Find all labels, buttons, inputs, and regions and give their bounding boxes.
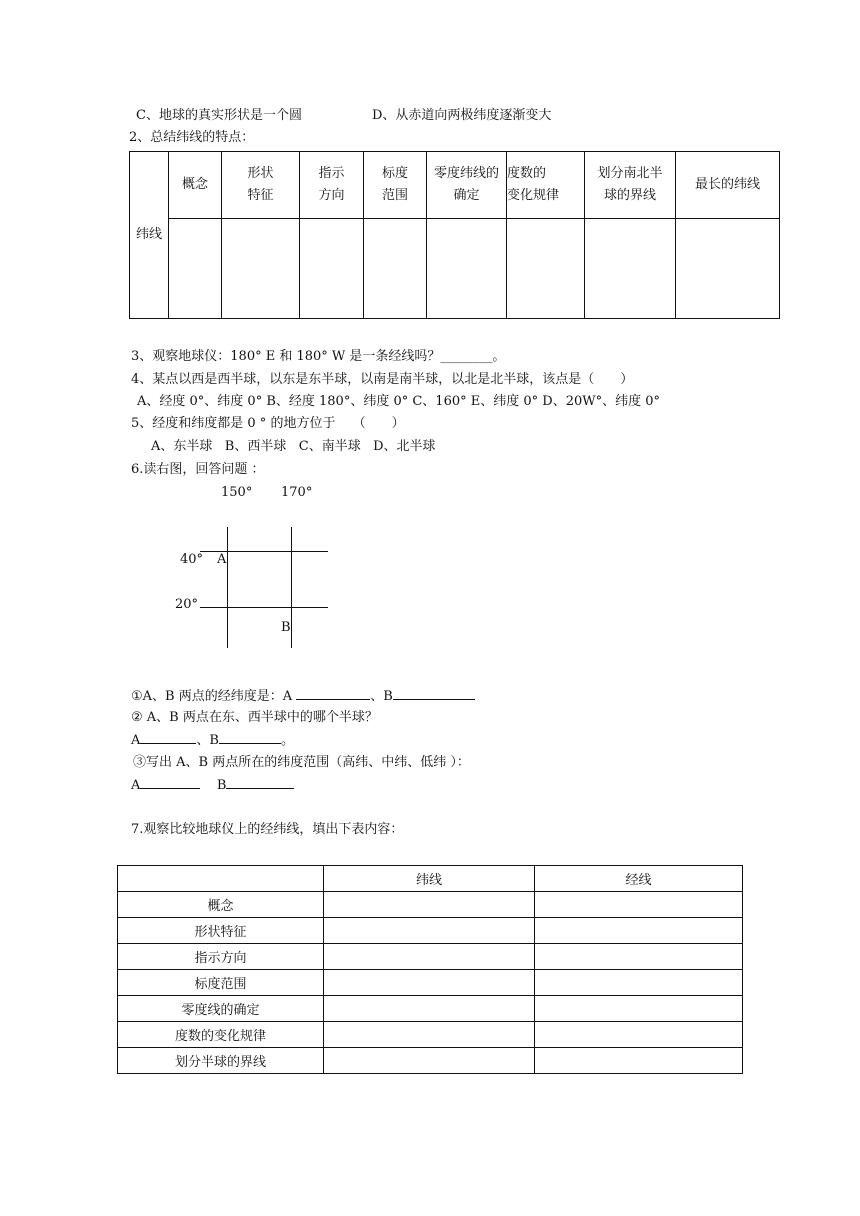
q6-sub3-answer: A B (131, 776, 294, 795)
blank-b-coords[interactable] (393, 687, 475, 700)
q6-sub3: ③写出 A、B 两点所在的纬度范围（高纬、中纬、低纬 ）： (133, 755, 470, 770)
lat-label-40: 40° (180, 552, 204, 567)
blank-b-hemisphere[interactable] (219, 731, 281, 744)
header-cell: 最长的纬线 (676, 152, 780, 219)
point-a-label: A (217, 552, 227, 567)
row-label: 概念 (118, 892, 324, 918)
header-cell: 零度纬线的 确定 (427, 152, 507, 219)
latitude-line-20 (200, 607, 328, 608)
q5-question: 5、经度和纬度都是 0 ° 的地方位于 （ ） (131, 416, 405, 431)
row-label: 零度线的确定 (118, 996, 324, 1022)
answer-cell[interactable] (535, 1048, 743, 1074)
answer-cell[interactable] (324, 892, 535, 918)
latitude-line-40 (200, 551, 328, 552)
q4-options: A、经度 0°、纬度 0° B、经度 180°、纬度 0° C、160° E、纬度 0° D、20W°、纬度 0° (137, 394, 661, 409)
blank-a-lat-range[interactable] (140, 776, 200, 789)
answer-cell[interactable] (507, 219, 585, 319)
q6-sub2-answer: A 、B 。 (131, 733, 294, 748)
point-b-label: B (281, 620, 291, 635)
q7-title: 7.观察比较地球仪上的经纬线，填出下表内容： (131, 822, 404, 837)
answer-cell[interactable] (169, 219, 222, 319)
comparison-table (117, 865, 743, 1074)
answer-cell[interactable] (222, 219, 300, 319)
longitude-line-150 (227, 527, 228, 648)
answer-cell[interactable] (676, 219, 780, 319)
answer-cell[interactable] (324, 1022, 535, 1048)
q3-question: 3、观察地球仪：180° E 和 180° W 是一条经线吗？________。 (131, 349, 506, 364)
answer-cell[interactable] (324, 996, 535, 1022)
blank-a-hemisphere[interactable] (140, 731, 196, 744)
answer-cell[interactable] (324, 944, 535, 970)
answer-cell[interactable] (324, 1048, 535, 1074)
q6-title: 6.读右图，回答问题 ： (131, 462, 265, 477)
q1-option-d: D、从赤道向两极纬度逐渐变大 (372, 108, 552, 123)
answer-cell[interactable] (535, 1022, 743, 1048)
blank-a-coords[interactable] (296, 687, 370, 700)
answer-cell[interactable] (300, 219, 364, 319)
latitude-features-table (129, 151, 780, 319)
row-label: 划分半球的界线 (118, 1048, 324, 1074)
header-cell: 划分南北半 球的界线 (585, 152, 676, 219)
q6-sub1: ①A、B 两点的经纬度是：A 、B (131, 687, 475, 706)
column-header: 经线 (535, 866, 743, 892)
q4-question: 4、某点以西是西半球，以东是东半球，以南是南半球，以北是北半球，该点是（ ） (131, 372, 634, 387)
lon-label-150: 150° (221, 485, 253, 500)
header-cell: 指示 方向 (300, 152, 364, 219)
column-header: 纬线 (324, 866, 535, 892)
answer-cell[interactable] (535, 944, 743, 970)
header-cell: 概念 (169, 152, 222, 219)
header-cell: 度数的 变化规律 (507, 152, 585, 219)
lat-label-20: 20° (175, 597, 199, 612)
row-label: 形状特征 (118, 918, 324, 944)
q3-blank[interactable]: ________ (440, 349, 493, 364)
blank-b-lat-range[interactable] (226, 776, 294, 789)
answer-cell[interactable] (324, 918, 535, 944)
answer-cell[interactable] (364, 219, 427, 319)
answer-cell[interactable] (535, 996, 743, 1022)
q5-options: A、东半球 B、西半球 C、南半球 D、北半球 (151, 439, 436, 454)
q2-title: 2、总结纬线的特点： (129, 130, 255, 145)
q1-option-c: C、地球的真实形状是一个圆 (136, 108, 302, 123)
answer-cell[interactable] (535, 918, 743, 944)
answer-cell[interactable] (324, 970, 535, 996)
lon-label-170: 170° (281, 485, 313, 500)
header-cell: 形状 特征 (222, 152, 300, 219)
answer-cell[interactable] (535, 892, 743, 918)
q6-sub2: ② A、B 两点在东、西半球中的哪个半球？ (131, 710, 378, 725)
answer-cell[interactable] (585, 219, 676, 319)
answer-cell[interactable] (535, 970, 743, 996)
answer-cell[interactable] (427, 219, 507, 319)
longitude-line-170 (291, 527, 292, 648)
row-label: 指示方向 (118, 944, 324, 970)
row-label-latitude: 纬线 (130, 152, 169, 319)
row-label: 标度范围 (118, 970, 324, 996)
column-header (118, 866, 324, 892)
header-cell: 标度 范围 (364, 152, 427, 219)
row-label: 度数的变化规律 (118, 1022, 324, 1048)
